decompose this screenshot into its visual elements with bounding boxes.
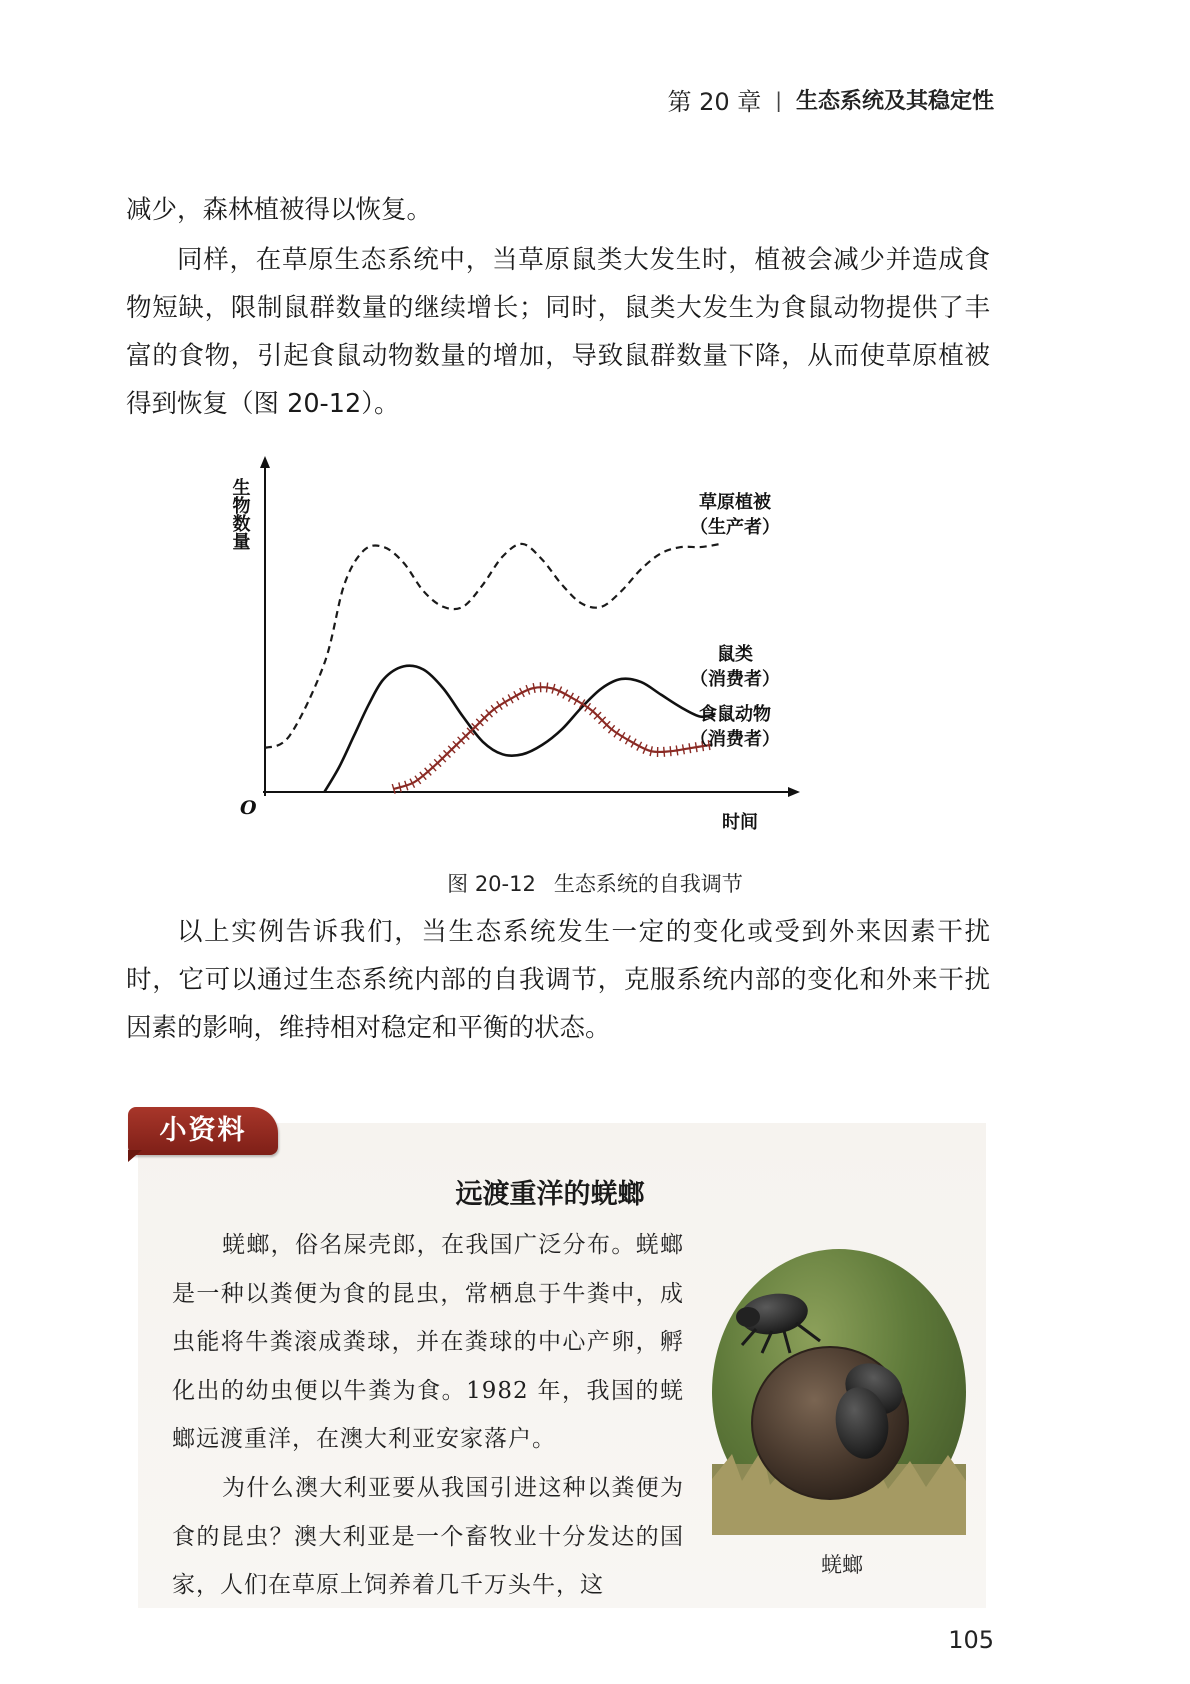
info-box-paragraph: 为什么澳大利亚要从我国引进这种以粪便为食的昆虫？澳大利亚是一个畜牧业十分发达的国家，人们在草原上饲养着几千万头牛，这 <box>172 1475 684 1598</box>
series-sublabel: （生产者） <box>690 517 780 538</box>
population-chart <box>229 448 830 833</box>
series-sublabel: （消费者） <box>690 729 780 750</box>
figure-caption <box>0 868 1190 898</box>
x-axis-label: 时间 <box>722 812 758 833</box>
tag-ribbon-tail <box>128 1150 142 1162</box>
dung-beetle-illustration <box>712 1249 966 1535</box>
figure-number: 图 20-12 <box>447 872 536 896</box>
dung-beetle-photo <box>712 1249 966 1535</box>
hatch-tick <box>664 747 665 757</box>
x-axis-arrow <box>788 787 800 797</box>
series-label: 鼠类 <box>717 644 753 665</box>
header-separator: | <box>775 87 782 112</box>
hatch-tick <box>683 744 685 754</box>
hatch-tick <box>533 683 535 693</box>
photo-label: 蜣螂 <box>821 1553 863 1577</box>
y-axis-label: 生物数量 <box>229 478 251 550</box>
figure-title: 生态系统的自我调节 <box>553 872 743 896</box>
hatch-tick <box>670 746 671 756</box>
body-paragraph: 同样，在草原生态系统中，当草原鼠类大发生时，植被会减少并造成食物短缺，限制鼠群数量的继续增长；同时，鼠类大发生为食鼠动物提供了丰富的食物，引起食鼠动物数量的增加，导致鼠群数量下降，从而使草原植被得到恢复（图 20-12）。 <box>126 245 990 419</box>
series-label: 草原植被 <box>699 492 771 513</box>
body-paragraph: 以上实例告诉我们，当生态系统发生一定的变化或受到外来因素干扰时，它可以通过生态系统内部的自我调节，克服系统内部的变化和外来干扰因素的影响，维持相对稳定和平衡的状态。 <box>126 917 990 1043</box>
series-line-grassland <box>265 544 720 748</box>
running-header <box>667 82 994 117</box>
series-sublabel: （消费者） <box>690 669 780 690</box>
series-line-rodents <box>324 666 715 792</box>
body-paragraph: 减少，森林植被得以恢复。 <box>126 195 433 225</box>
info-box-tag: 小资料 <box>128 1107 278 1155</box>
hatch-tick <box>676 745 678 755</box>
series-label: 食鼠动物 <box>699 704 771 725</box>
chapter-number: 第 20 章 <box>667 88 762 116</box>
info-box-title: 远渡重洋的蜣螂 <box>455 1179 645 1210</box>
origin-label: O <box>240 797 257 819</box>
chart-svg <box>229 448 830 833</box>
y-axis-arrow <box>260 456 270 468</box>
chapter-title: 生态系统及其稳定性 <box>795 89 994 114</box>
page-number: 105 <box>948 1626 994 1654</box>
info-box-paragraph: 蜣螂，俗名屎壳郎，在我国广泛分布。蜣螂是一种以粪便为食的昆虫，常栖息于牛粪中，成虫能将牛粪滚成粪球，并在粪球的中心产卵，孵化出的幼虫便以牛粪为食。1982 年，我国的蜣螂远渡重洋，在澳大利亚安家落户。 <box>172 1232 684 1452</box>
hatch-tick <box>546 683 547 693</box>
